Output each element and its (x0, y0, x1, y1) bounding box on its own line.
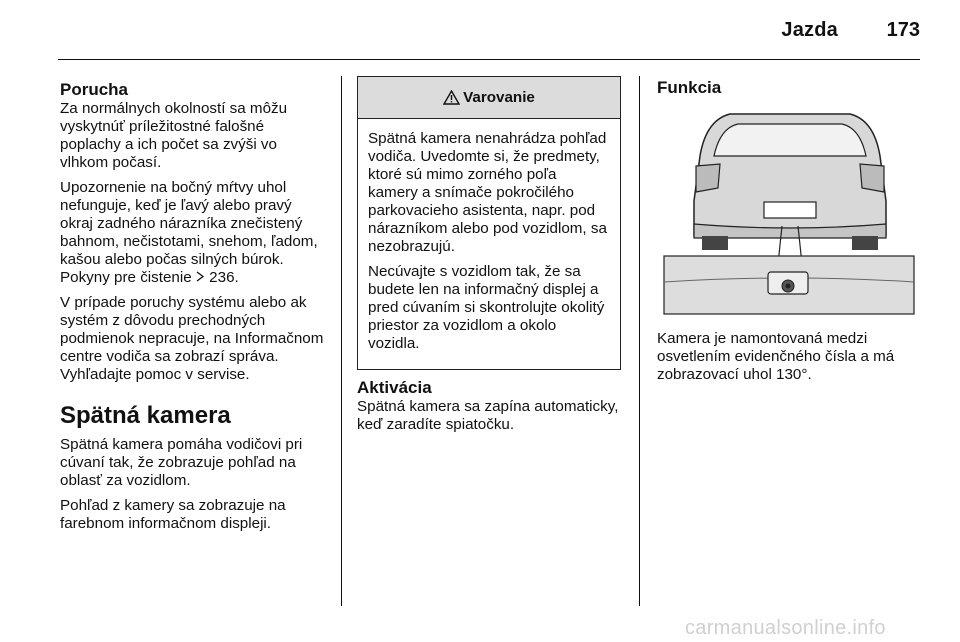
reference-arrow-icon (196, 271, 205, 282)
column-divider-2 (639, 76, 640, 606)
left-column (60, 80, 328, 540)
porucha-page-ref[interactable]: 236. (209, 269, 239, 286)
porucha-paragraph-1: Za normálnych okolností sa môžu vyskytnúť príležitostné falošné poplachy a ich počet sa zvýši vo vlhkom počasí. (60, 100, 288, 171)
page-number: 173 (886, 19, 920, 41)
camera-heading: Spätná kamera (60, 402, 231, 429)
activation-section (357, 378, 627, 434)
camera-paragraph-2: Pohľad z kamery sa zobrazuje na farebnom informačnom displeji. (60, 497, 286, 532)
camera-paragraph-1: Spätná kamera pomáha vodičovi pri cúvaní tak, že zobrazuje pohľad na oblasť za vozidlom. (60, 436, 303, 489)
warning-box (357, 76, 621, 370)
warning-paragraph-1: Spätná kamera nenahrádza pohľad vodiča. Uvedomte si, že predmety, ktoré sú mimo zorného poľa kamery a snímače pokročilého parkovacieho asistenta, napr. pod nárazníkom alebo pod vozidlom, sa nezobrazujú. (368, 130, 607, 255)
warning-triangle-icon (443, 90, 460, 105)
activation-text: Spätná kamera sa zapína automaticky, keď zaradíte spiatočku. (357, 398, 619, 433)
header-divider (58, 59, 920, 60)
porucha-heading: Porucha (60, 80, 129, 99)
porucha-paragraph-2 (60, 179, 328, 287)
watermark: carmanualsonline.info (685, 617, 886, 639)
rear-camera-illustration (660, 106, 918, 316)
warning-title: Varovanie (463, 89, 535, 106)
warning-header (358, 77, 620, 119)
function-text: Kamera je namontovaná medzi osvetlením evidenčného čísla a má zobrazovací uhol 130°. (657, 330, 895, 383)
function-text-block (657, 330, 927, 384)
function-heading: Funkcia (657, 78, 722, 97)
warning-body (358, 119, 620, 353)
porucha-paragraph-2-text: Upozornenie na bočný mŕtvy uhol nefunguje, keď je ľavý alebo pravý okraj zadného nárazníka znečistený bahnom, nečistotami, snehom, ľadom, kašou alebo počas silných búrok. Pokyny pre čistenie (60, 179, 318, 286)
column-divider-1 (341, 76, 342, 606)
header-title: Jazda (781, 19, 838, 41)
porucha-paragraph-3: V prípade poruchy systému alebo ak systém z dôvodu prechodných podmienok nepracuje, na Informačnom centre vodiča sa zobrazí správa. Vyhľadajte pomoc v servise. (60, 294, 324, 383)
activation-heading: Aktivácia (357, 378, 432, 397)
warning-paragraph-2: Necúvajte s vozidlom tak, že sa budete len na informačný displej a pred cúvaním si skontrolujte okolitý priestor za vozidlom a okolo vozidla. (368, 263, 605, 352)
